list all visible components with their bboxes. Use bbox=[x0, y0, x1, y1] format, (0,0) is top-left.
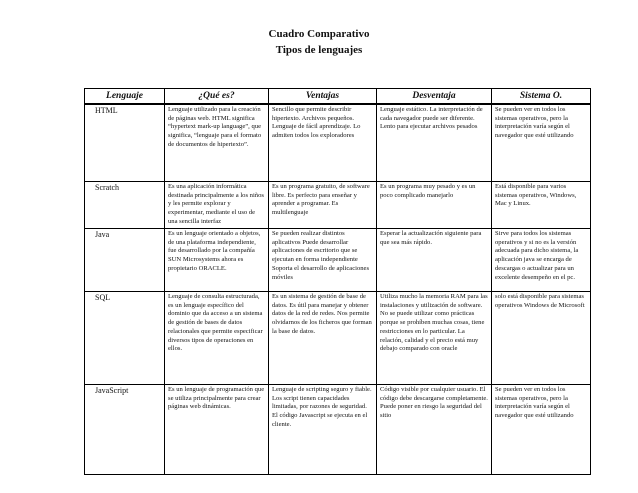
cell-que-es: Lenguaje de consulta estructurada, es un lenguaje específico del dominio que da acceso a un sistema de gestión de bases de datos relacionales que permite especificar diversos tipos de operaciones en ellos. bbox=[165, 292, 269, 385]
header-sistema: Sistema O. bbox=[492, 89, 591, 105]
document-subtitle: Tipos de lenguajes bbox=[275, 44, 363, 56]
cell-ventajas: Lenguaje de scripting seguro y fiable. Los script tienen capacidades limitadas, por razones de seguridad. El código Javascript se ejecuta en el cliente. bbox=[269, 385, 377, 475]
table-row-html bbox=[85, 104, 591, 182]
header-row bbox=[85, 89, 591, 105]
header-desventaja: Desventaja bbox=[377, 89, 492, 105]
table-row-scratch bbox=[85, 182, 591, 229]
header-ventajas: Ventajas bbox=[269, 89, 377, 105]
cell-ventajas: Se pueden realizar distintos aplicativos Puede desarrollar aplicaciones de escritorio que se ejecutan en forma independiente Soporta el desarrollo de aplicaciones móviles bbox=[269, 229, 377, 292]
cell-sistema: Sirve para todos los sistemas operativos y si no es la versión adecuada para dicho sistema, la aplicación java se encarga de descargas o actualizar para un excelente desempeño en el pc. bbox=[492, 229, 591, 292]
cell-desventaja: Lenguaje estático. La interpretación de cada navegador puede ser diferente. Lento para ejecutar archivos pesados bbox=[377, 104, 492, 182]
cell-desventaja: Esperar la actualización siguiente para que sea más rápido. bbox=[377, 229, 492, 292]
cell-que-es: Es un lenguaje orientado a objetos, de una plataforma independiente, fue desarrollado por la compañía SUN Microsystems ahora es propietario ORACLE. bbox=[165, 229, 269, 292]
cell-lenguaje: JavaScript bbox=[85, 385, 165, 475]
cell-lenguaje: HTML bbox=[85, 104, 165, 182]
cell-ventajas: Es un sistema de gestión de base de datos. Es útil para manejar y obtener datos de la red de redes. Nos permite olvidarnos de los ficheros que forman la base de datos. bbox=[269, 292, 377, 385]
cell-sistema: solo está disponible para sistemas operativos Windows de Microsoft bbox=[492, 292, 591, 385]
cell-sistema: Se pueden ver en todos los sistemas operativos, pero la interpretación varía según el navegador que esté utilizando bbox=[492, 385, 591, 475]
header-que-es: ¿Qué es? bbox=[165, 89, 269, 105]
document-title: Cuadro Comparativo bbox=[268, 28, 370, 40]
table-row-javascript bbox=[85, 385, 591, 475]
table-row-sql bbox=[85, 292, 591, 385]
cell-que-es: Es un lenguaje de programación que se utiliza principalmente para crear páginas web dinámicas. bbox=[165, 385, 269, 475]
cell-ventajas: Sencillo que permite describir hipertexto. Archivos pequeños. Lenguaje de fácil aprendizaje. Lo admiten todos los exploradores bbox=[269, 104, 377, 182]
title-block bbox=[0, 26, 638, 58]
cell-desventaja: Es un programa muy pesado y es un poco complicado manejarlo bbox=[377, 182, 492, 229]
cell-lenguaje: SQL bbox=[85, 292, 165, 385]
cell-desventaja: Código visible por cualquier usuario. El código debe descargarse completamente. Puede poner en riesgo la seguridad del sitio bbox=[377, 385, 492, 475]
header-lenguaje: Lenguaje bbox=[85, 89, 165, 105]
cell-sistema: Se pueden ver en todos los sistemas operativos, pero la interpretación varía según el navegador que esté utilizando bbox=[492, 104, 591, 182]
cell-que-es: Es una aplicación informática destinada principalmente a los niños y les permite explorar y experimentar, mediante el uso de una sencilla interfaz bbox=[165, 182, 269, 229]
cell-lenguaje: Java bbox=[85, 229, 165, 292]
cell-desventaja: Utiliza mucho la memoria RAM para las instalaciones y utilización de software. No se puede utilizar como prácticas porque se prohíben muchas cosas, tiene restricciones en lo particular. La relación, calidad y el precio está muy debajo comparado con oracle bbox=[377, 292, 492, 385]
cell-sistema: Está disponible para varios sistemas operativos, Windows, Mac y Linux. bbox=[492, 182, 591, 229]
comparison-table bbox=[84, 88, 591, 475]
cell-ventajas: Es un programa gratuito, de software libre. Es perfecto para enseñar y aprender a programar. Es multilenguaje bbox=[269, 182, 377, 229]
cell-lenguaje: Scratch bbox=[85, 182, 165, 229]
table-row-java bbox=[85, 229, 591, 292]
cell-que-es: Lenguaje utilizado para la creación de páginas web. HTML significa “hypertext mark-up language”, que significa, “lenguaje para el formato de documentos de hipertexto”. bbox=[165, 104, 269, 182]
